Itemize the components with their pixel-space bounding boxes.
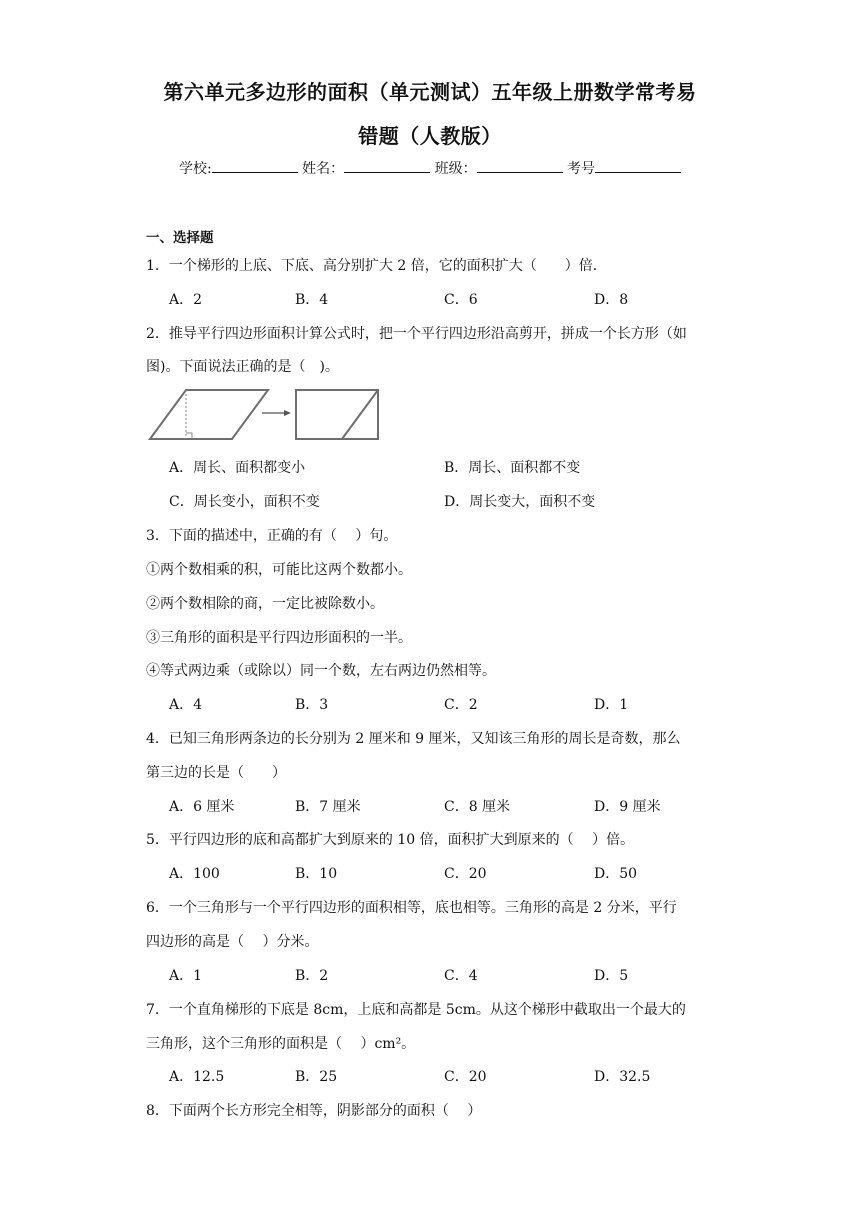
arrow-head-icon	[284, 410, 291, 416]
question-7-option-a: A．12.5	[169, 1069, 225, 1085]
name-blank	[344, 160, 430, 173]
question-3-option-a: A．4	[169, 697, 203, 713]
question-5-option-c: C．20	[444, 866, 487, 882]
question-2-option-b: B．周长、面积都不变	[444, 460, 581, 476]
question-3-option-b: B．3	[295, 697, 329, 713]
question-5-option-b: B．10	[295, 866, 338, 882]
question-1-option-a: A．2	[169, 292, 203, 308]
question-1-option-b: B．4	[295, 292, 329, 308]
question-4-option-b: B．7 厘米	[295, 799, 361, 815]
question-3-option-c: C．2	[444, 697, 478, 713]
question-6-option-d: D．5	[594, 968, 629, 984]
page-title-line-1: 第六单元多边形的面积（单元测试）五年级上册数学常考易	[163, 80, 697, 104]
question-6-option-a: A．1	[169, 968, 203, 984]
question-4-option-a: A．6 厘米	[169, 799, 235, 815]
question-7-option-b: B．25	[295, 1069, 338, 1085]
question-2-line-2: 图)。下面说法正确的是（ )。	[146, 359, 339, 375]
exam-number-label: 考号	[567, 161, 596, 177]
student-info-row	[0, 158, 860, 178]
question-6-option-b: B．2	[295, 968, 329, 984]
class-blank	[477, 160, 563, 173]
question-6-line-1: 6．一个三角形与一个平行四边形的面积相等，底也相等。三角形的高是 2 分米，平行	[146, 900, 677, 916]
question-1-line-1: 1．一个梯形的上底、下底、高分别扩大 2 倍，它的面积扩大（ ）倍．	[146, 258, 607, 274]
question-3-statement-3: ③三角形的面积是平行四边形面积的一半。	[146, 630, 412, 646]
question-7-option-c: C．20	[444, 1069, 487, 1085]
parallelogram-shape	[150, 390, 268, 439]
question-8-line-1: 8．下面两个长方形完全相等，阴影部分的面积（ ）	[146, 1103, 482, 1119]
question-1-option-d: D．8	[594, 292, 629, 308]
question-4-line-2: 第三边的长是（ ）	[146, 765, 286, 781]
question-1-option-c: C．6	[444, 292, 478, 308]
question-2-option-c: C．周长变小，面积不变	[169, 494, 320, 510]
question-5-option-a: A．100	[169, 866, 220, 882]
question-5-line-1: 5．平行四边形的底和高都扩大到原来的 10 倍，面积扩大到原来的（ ）倍。	[146, 832, 635, 848]
name-label: 姓名：	[302, 161, 345, 177]
question-3-statement-4: ④等式两边乘（或除以）同一个数，左右两边仍然相等。	[146, 663, 496, 679]
question-4-line-1: 4．已知三角形两条边的长分别为 2 厘米和 9 厘米，又知该三角形的周长是奇数，那么	[146, 731, 681, 747]
exam-number-blank	[595, 160, 681, 173]
question-3-statement-1: ①两个数相乘的积，可能比这两个数都小。	[146, 562, 412, 578]
question-4-option-c: C．8 厘米	[444, 799, 511, 815]
question-3-line-1: 3．下面的描述中，正确的有（ ）句。	[146, 528, 398, 544]
section-heading: 一、选择题	[146, 230, 214, 246]
question-7-option-d: D．32.5	[594, 1069, 651, 1085]
question-7-line-1: 7．一个直角梯形的下底是 8cm，上底和高都是 5cm。从这个梯形中截取出一个最大的	[146, 1002, 686, 1018]
parallelogram-to-rectangle-figure	[148, 388, 382, 442]
question-2-option-d: D．周长变大，面积不变	[444, 494, 596, 510]
cut-line	[342, 390, 378, 439]
question-4-option-d: D．9 厘米	[594, 799, 661, 815]
rectangle-shape	[296, 390, 378, 439]
question-3-option-d: D．1	[594, 697, 629, 713]
question-6-line-2: 四边形的高是（ ）分米。	[146, 934, 319, 950]
question-3-statement-2: ②两个数相除的商，一定比被除数小。	[146, 596, 384, 612]
page-title-line-2: 错题（人教版）	[358, 124, 502, 148]
question-2-option-a: A．周长、面积都变小	[169, 460, 306, 476]
question-5-option-d: D．50	[594, 866, 638, 882]
question-6-option-c: C．4	[444, 968, 478, 984]
question-7-line-2: 三角形，这个三角形的面积是（ ）cm²。	[146, 1036, 416, 1052]
question-2-line-1: 2．推导平行四边形面积计算公式时，把一个平行四边形沿高剪开，拼成一个长方形（如	[146, 326, 687, 342]
class-label: 班级：	[434, 161, 477, 177]
school-label: 学校:	[178, 161, 212, 177]
school-blank	[212, 160, 298, 173]
